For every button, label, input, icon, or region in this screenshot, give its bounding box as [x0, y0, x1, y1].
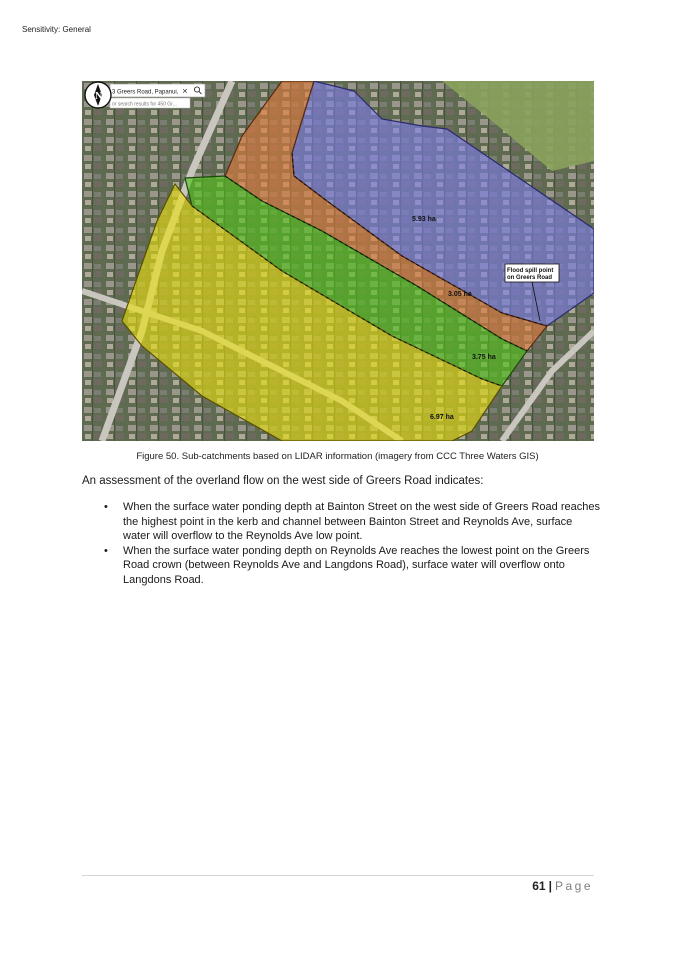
area-label-green: 3.75 ha	[472, 354, 496, 361]
flood-callout-line-2: on Greers Road	[507, 275, 553, 281]
list-item-text: When the surface water ponding depth on Reynolds Ave reaches the lowest point on the Greers Road crown (between Reynolds Ave and Langdons Road), surface water will overflow onto Langdons Road.	[123, 544, 590, 586]
area-label-yellow: 6.97 ha	[430, 414, 454, 421]
page-number: 61	[532, 879, 546, 893]
list-item-text: When the surface water ponding depth at Bainton Street on the west side of Greers Road reaches the highest point in the kerb and channel between Bainton Street and Reynolds Ave, surface water will overflow to the Reynolds Ave low point.	[123, 501, 600, 542]
bullet-icon: •	[104, 501, 108, 513]
list-item	[82, 500, 602, 544]
north-compass-icon	[85, 82, 111, 108]
compass-letter: N	[95, 91, 103, 102]
area-label-blue: 5.93 ha	[412, 216, 436, 223]
sensitivity-label: Sensitivity: General	[22, 25, 91, 34]
flood-callout-line-1: Flood spill point	[507, 268, 554, 274]
map-search-input[interactable]: 3 Greers Road, Papanui,	[112, 89, 179, 96]
map-search-hint: or search results for 450 Gr...	[112, 101, 177, 108]
assessment-list	[82, 500, 602, 587]
close-icon[interactable]: ✕	[182, 87, 188, 96]
page-word: Page	[554, 879, 593, 893]
figure-caption: Figure 50. Sub-catchments based on LIDAR information (imagery from CCC Three Waters GIS)	[136, 451, 539, 462]
bullet-icon: •	[104, 544, 108, 557]
area-label-orange: 3.05 ha	[448, 291, 472, 298]
map-search-box[interactable]	[110, 84, 205, 97]
page-footer	[532, 879, 593, 893]
catchment-map	[82, 81, 594, 441]
footer-separator: |	[548, 879, 552, 893]
intro-paragraph: An assessment of the overland flow on the west side of Greers Road indicates:	[82, 475, 484, 487]
list-item	[82, 544, 602, 588]
footer-divider	[82, 875, 594, 876]
